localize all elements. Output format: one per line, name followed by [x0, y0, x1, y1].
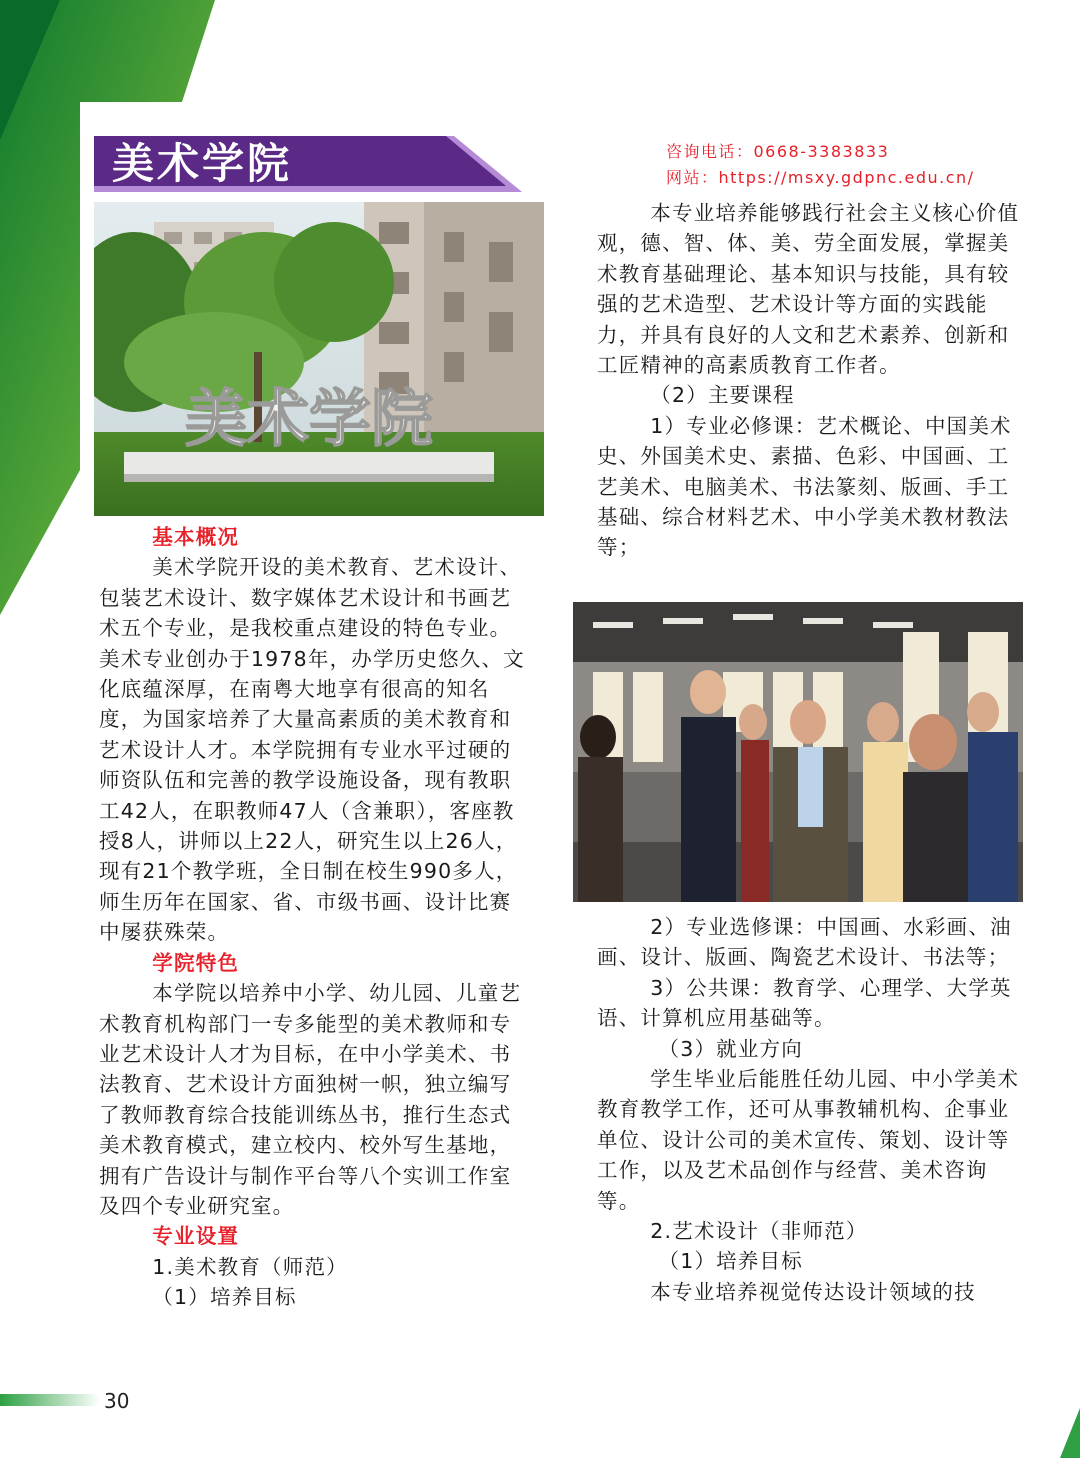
paragraph-elective-courses: 2）专业选修课：中国画、水彩画、油画、设计、版画、陶瓷艺术设计、书法等；	[597, 915, 1012, 970]
bottom-corner-decoration	[1060, 1408, 1080, 1458]
page-number: 30	[104, 1389, 130, 1413]
major-2-title: 2.艺术设计（非师范）	[650, 1219, 868, 1244]
sign-text: 美术学院	[184, 382, 434, 455]
left-column	[99, 522, 529, 1313]
major-2-goal-heading: （1）培养目标	[658, 1249, 803, 1274]
paragraph-required-courses: 1）专业必修课：艺术概论、中国美术史、外国美术史、素描、色彩、中国画、工艺美术、电脑美术、书法篆刻、版画、手工基础、综合材料艺术、中小学美术教材教法等；	[597, 413, 1012, 560]
heading-overview: 基本概况	[152, 525, 240, 549]
contact-website: 网站：https://msxy.gdpnc.edu.cn/	[666, 168, 975, 187]
page-title: 美术学院	[112, 139, 293, 188]
major-1-title: 1.美术教育（师范）	[152, 1254, 348, 1279]
paragraph-public-courses: 3）公共课：教育学、心理学、大学英语、计算机应用基础等。	[597, 975, 1012, 1031]
paragraph-career: 学生毕业后能胜任幼儿园、中小学美术教育教学工作，还可从事教辅机构、企事业单位、设计公司的美术宣传、策划、设计等工作，以及艺术品创作与经营、美术咨询等。	[597, 1067, 1020, 1213]
contact-phone: 咨询电话：0668-3383833	[666, 142, 890, 161]
campus-sign-photo	[94, 202, 544, 516]
paragraph-goal: 本专业培养能够践行社会主义核心价值观，德、智、体、美、劳全面发展，掌握美术教育基础理论、基本知识与技能，具有较强的艺术造型、艺术设计等方面的实践能力，并具有良好的人文和艺术素养、创新和工匠精神的高素质教育工作者。	[597, 201, 1020, 378]
major-1-goal-heading: （1）培养目标	[152, 1285, 297, 1310]
page-bar	[0, 1394, 100, 1406]
heading-majors: 专业设置	[152, 1224, 240, 1249]
right-column-lower	[597, 912, 1027, 1307]
paragraph-features: 本学院以培养中小学、幼儿园、儿童艺术教育机构部门一专多能型的美术教师和专业艺术设计人才为目标，在中小学美术、书法教育、艺术设计方面独树一帜，独立编写了教师教育综合技能训练丛书，推行生态式美术教育模式，建立校内、校外写生基地，拥有广告设计与制作平台等八个实训工作室及四个专业研究室。	[99, 981, 522, 1218]
exhibition-photo	[573, 602, 1023, 902]
heading-features: 学院特色	[152, 950, 240, 975]
heading-courses: （2）主要课程	[650, 383, 795, 408]
right-column-upper	[597, 198, 1027, 563]
paragraph-goal-2: 本专业培养视觉传达设计领域的技	[650, 1279, 976, 1304]
paragraph-overview: 美术学院开设的美术教育、艺术设计、包装艺术设计、数字媒体艺术设计和书画艺术五个专业，是我校重点建设的特色专业。美术专业创办于1978年，办学历史悠久、文化底蕴深厚，在南粤大地享有很高的知名度，为国家培养了大量高素质的美术教育和艺术设计人才。本学院拥有专业水平过硬的师资队伍和完善的教学设施设备，现有教职工42人，在职教师47人（含兼职），客座教授8人，讲师以上22人，研究生以上26人，现有21个教学班，全日制在校生990多人，师生历年在国家、省、市级书画、设计比赛中屡获殊荣。	[99, 555, 525, 945]
heading-career: （3）就业方向	[658, 1036, 803, 1061]
